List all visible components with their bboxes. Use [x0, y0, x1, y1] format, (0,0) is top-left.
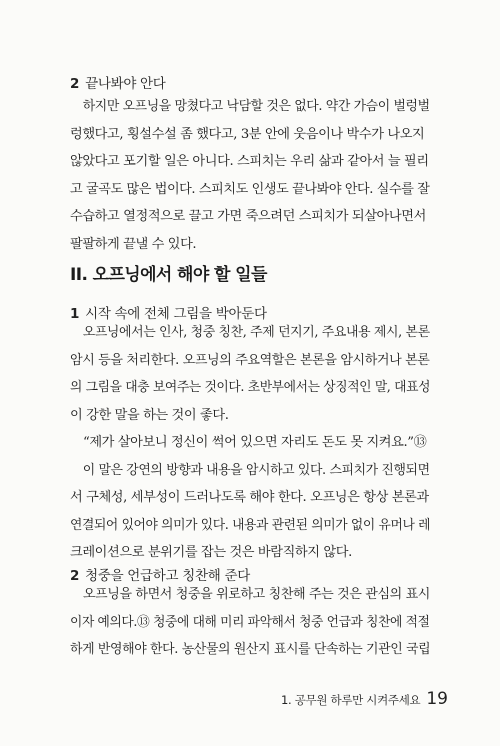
- subheading-text: 청중을 언급하고 칭찬해 준다: [85, 568, 250, 584]
- text-line: 고 굴곡도 많은 법이다. 스피치도 인생도 끝나봐야 안다. 실수를 잘: [70, 181, 430, 197]
- page-number: 19: [426, 689, 448, 709]
- subheading-text: 시작 속에 전체 그림을 박아둔다: [85, 306, 267, 322]
- subheading-finish: [70, 72, 166, 92]
- text-line: 이자 예의다.⑬ 청중에 대해 미리 파악해서 청중 언급과 칭찬에 적절: [70, 614, 430, 630]
- quote-line: “제가 살아보니 정신이 썩어 있으면 자리도 돈도 못 지켜요.”⑬: [83, 435, 427, 450]
- paragraph-finish: [70, 93, 430, 258]
- text-line: 렁했다고, 횡설수설 좀 했다고, 3분 안에 웃음이나 박수가 나오지: [70, 126, 425, 142]
- text-line: 의 그림을 대충 보여주는 것이다. 초반부에서는 상징적인 말, 대표성: [70, 380, 431, 395]
- text-line: 하게 반영해야 한다. 농산물의 원산지 표시를 단속하는 기관인 국립: [70, 642, 431, 657]
- text-line: 오프닝에서는 인사, 청중 칭찬, 주제 던지기, 주요내용 제시, 본론: [82, 325, 430, 340]
- text-line: 수습하고 열정적으로 끌고 가면 죽으려던 스피치가 되살아나면서: [70, 209, 426, 224]
- running-chapter-label: 1. 공무원 하루만 시켜주세요: [281, 693, 421, 707]
- text-line: 암시 등을 처리한다. 오프닝의 주요역할은 본론을 암시하거나 본론: [70, 352, 430, 368]
- text-line: 연결되어 있어야 의미가 있다. 내용과 관련된 의미가 없이 유머나 레: [70, 517, 431, 533]
- page-footer: [281, 689, 448, 709]
- text-line: 않았다고 포기할 일은 아니다. 스피치는 우리 삶과 같아서 늘 필리: [70, 154, 429, 169]
- text-line: 팔팔하게 끝낼 수 있다.: [70, 236, 197, 252]
- text-line: 이 말은 강연의 방향과 내용을 암시하고 있다. 스피치가 진행되면: [82, 462, 430, 478]
- text-line: 오프닝을 하면서 청중을 위로하고 칭찬해 주는 것은 관심의 표시: [82, 587, 431, 602]
- chapter-title: II. 오프닝에서 해야 할 일들: [70, 265, 267, 285]
- text-line: 하지만 오프닝을 망쳤다고 낙담할 것은 없다. 약간 가슴이 벌렁벌: [82, 99, 430, 114]
- subheading-text: 끝나봐야 안다: [85, 76, 166, 92]
- text-line: 이 강한 말을 하는 것이 좋다.: [70, 407, 229, 423]
- paragraph-praise: [70, 581, 430, 664]
- subheading-number: 2: [70, 568, 80, 584]
- subheading-number: 2: [70, 76, 80, 92]
- text-line: 서 구체성, 세부성이 드러나도록 해야 한다. 오프닝은 항상 본론과: [70, 490, 429, 505]
- subheading-number: 1: [70, 306, 80, 322]
- paragraph-picture: [70, 319, 430, 567]
- text-line: 크레이션으로 분위기를 잡는 것은 바람직하지 않다.: [70, 545, 352, 560]
